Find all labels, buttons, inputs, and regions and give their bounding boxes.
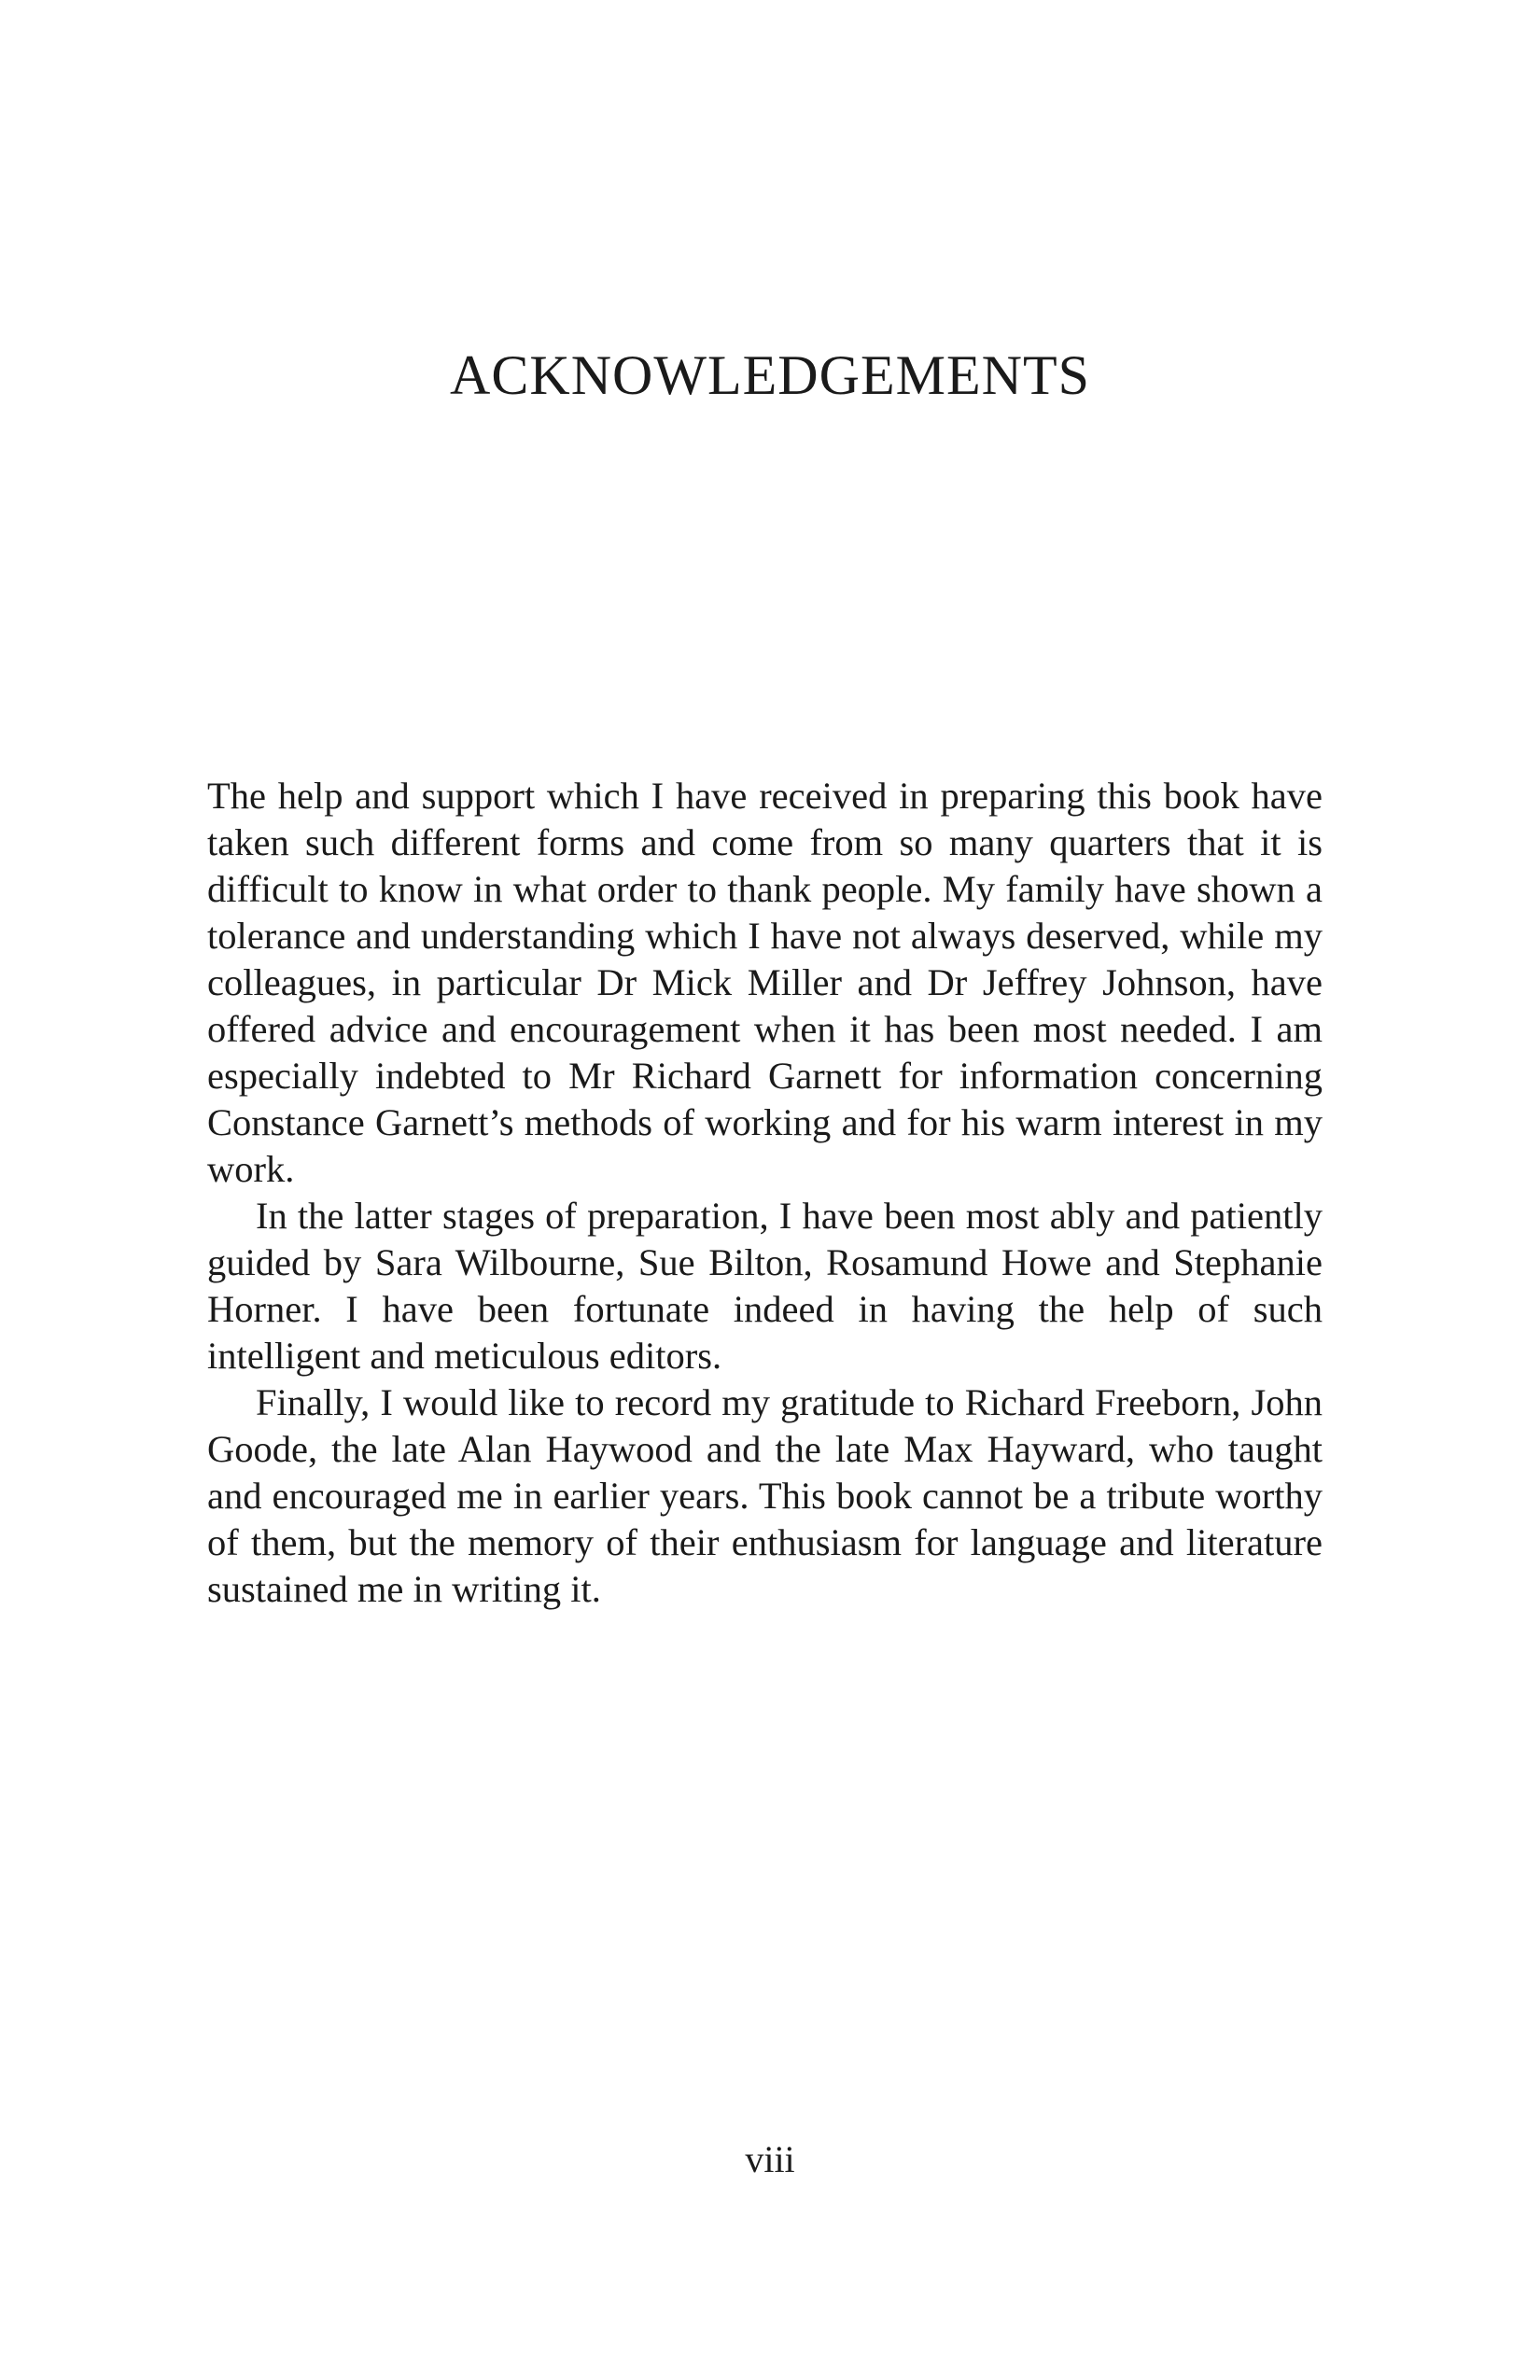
page-number: viii (745, 2138, 795, 2180)
acknowledgements-body (207, 773, 1323, 1613)
paragraph-3: Finally, I would like to record my gratitude to Richard Freeborn, John Goode, the late Alan Haywood and the late Max Hayward, who taught and encouraged me in earlier years. This book cannot be a tribute worthy of them, but the memory of their enthusiasm for language and literature sustained me in writing it. (207, 1381, 1323, 1610)
paragraph-2: In the latter stages of preparation, I have been most ably and patiently guided by Sara Wilbourne, Sue Bilton, Rosamund Howe and Stephanie Horner. I have been fortunate indeed in having the help of such intelligent and meticulous editors. (207, 1195, 1323, 1377)
paragraph-1: The help and support which I have received in preparing this book have taken such different forms and come from so many quarters that it is difficult to know in what order to thank people. My family have shown a tolerance and understanding which I have not always deserved, while my colleagues, in particular Dr Mick Miller and Dr Jeffrey Johnson, have offered advice and encouragement when it has been most needed. I am especially indebted to Mr Richard Garnett for information concerning Constance Garnett’s methods of working and for his warm interest in my work. (207, 775, 1323, 1190)
page-title: ACKNOWLEDGEMENTS (450, 344, 1090, 406)
